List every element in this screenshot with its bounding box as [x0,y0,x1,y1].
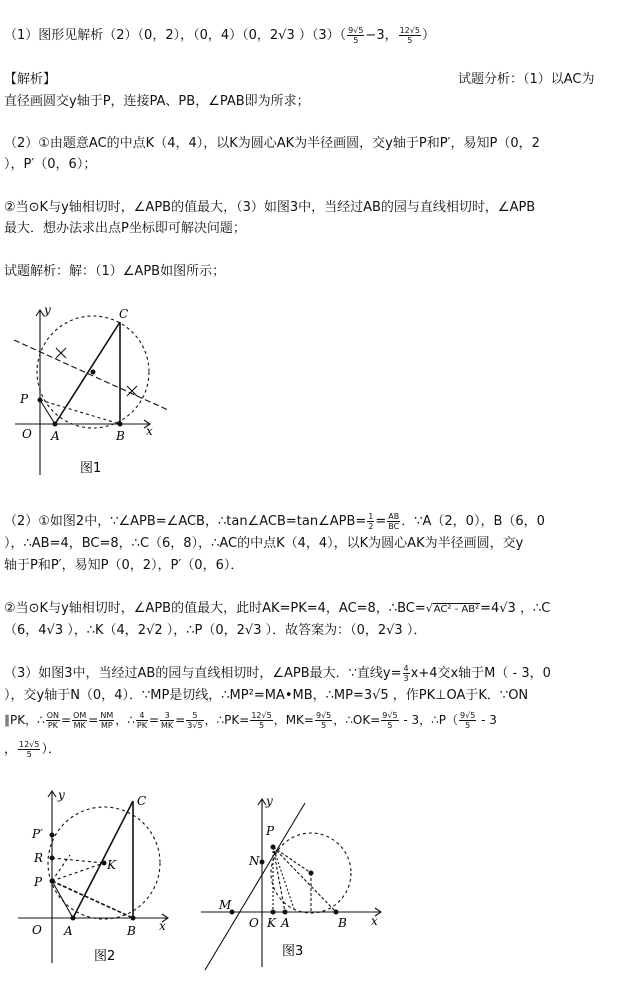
solution-text: ②当⊙K与y轴相切时，∠APB的值最大，此时AK=PK=4，AC=8，∴BC= [4,601,426,616]
point-label: C [137,794,147,808]
solution-text: - 3 [477,713,497,727]
point-label: A [64,924,73,938]
axis-label: y [44,303,51,317]
analysis-line: 直径画圆交y轴于P，连接PA、PB，∠PAB即为所求； [4,94,310,109]
analysis-line: ），P′（0，6）； [4,157,97,172]
fraction [347,26,364,45]
point-label: K [107,858,116,872]
fraction-num: NM [100,711,114,720]
fraction [46,711,60,730]
fraction [387,512,400,531]
fraction-num: 12√5 [399,26,420,35]
fraction-den: PK [136,721,147,730]
point-label: B [338,916,347,930]
point-label: B [116,429,125,443]
fraction [136,711,148,730]
figure-1 [0,300,200,485]
solution-line: ），∴AB=4，BC=8，∴C（6，8），∴AC的中点K（4，4），以K为圆心AK为半径画圆，交y [4,536,524,551]
fraction-num: AB [388,512,400,521]
point-label: M [219,898,232,912]
fraction-den: 5 [387,721,393,730]
solution-text: ∥PK，∴ [4,713,45,727]
fraction-den: 5 [321,721,327,730]
solution-line: 轴于P和P′，易知P（0，2），P′（0，6）． [4,558,244,573]
fraction-num: 3 [160,711,174,721]
figure-caption: 图3 [282,944,304,959]
solution-line: （6，4√3 ），∴K（4，2√2 ），∴P（0，2√3 ）．故答案为：（0，2√3 ）． [4,623,427,638]
solution-text: ，∴ [115,713,135,727]
fraction-den: 2 [368,522,374,531]
fraction-num: 9√5 [315,711,332,720]
fraction-num: 9√5 [382,711,398,720]
point-label: A [281,916,290,930]
solution-text: ，MK= [273,713,314,727]
fraction [18,740,40,759]
fraction [381,711,398,730]
fraction [403,664,410,683]
solution-text: = [375,514,387,529]
solution-text: （3）如图3中，当经过AB的园与直线相切时，∠APB最大．∵直线y= [4,666,402,681]
fraction-num: 4 [136,711,148,721]
point-label: K [267,916,276,930]
fraction-num: 12√5 [251,711,272,720]
axis-label: x [159,919,166,933]
fraction [315,711,332,730]
solution-text: ，∴PK= [204,713,250,727]
fraction [399,26,421,45]
point-label: B [127,924,136,938]
fraction-num: 1 [368,512,374,521]
figure-3 [195,795,395,970]
fraction-den: MK [161,721,174,730]
fraction-den: 3 [403,674,409,683]
fraction-den: 5 [353,36,359,45]
figure-caption: 图1 [80,461,102,476]
solution-line [4,512,545,532]
fraction-num: 5 [186,711,203,721]
answer-text: −3， [365,28,398,43]
solution-text: ）． [41,742,61,757]
fraction-num: 12√5 [19,740,40,749]
solution-text: ，∴OK= [333,713,381,727]
fraction [250,711,272,730]
fraction-den: MK [73,721,86,730]
solution-line: 试题解析：解：（1）∠APB如图所示； [4,264,226,279]
point-label: P [34,875,43,889]
solution-text: x+4交x轴于M（ - 3，0 [410,666,551,681]
point-label: N [249,854,260,868]
point-label: C [119,307,129,321]
sqrt-expr: AC² - AB² [433,604,480,615]
point-label: O [22,427,32,441]
solution-line [4,740,61,760]
point-label: R [34,851,44,865]
solution-text: ， [4,742,18,757]
fraction-den: 5 [26,750,32,759]
axis-label: y [266,794,273,808]
point-label: P [266,824,275,838]
fraction [459,711,476,730]
point-label: P′ [32,827,43,841]
point-label: O [32,923,42,937]
answer-text: ） [421,28,435,43]
analysis-line: ②当⊙K与y轴相切时，∠APB的值最大，（3）如图3中，当经过AB的园与直线相切时，∠APB [4,200,536,215]
fraction-den: 5 [258,721,265,730]
fraction-den: PK [47,721,58,730]
solution-text: （2）①如图2中，∵∠APB=∠ACB，∴tan∠ACB=tan∠APB= [4,514,367,529]
fraction-den: MP [100,721,113,730]
analysis-line: 试题分析：（1）以AC为 [458,72,595,87]
fraction-num: 9√5 [348,26,364,35]
analysis-line: （2）①由题意AC的中点K（4，4），以K为圆心AK为半径画圆，交y轴于P和P′，易知P（0，2 [4,136,540,151]
fraction [186,711,203,730]
solution-text: ．∵A（2，0），B（6，0 [401,514,545,529]
solution-line [4,664,551,684]
solution-line: ②当⊙K与y轴相切时，∠APB的值最大，此时AK=PK=4，AC=8，∴BC=√AC² - AB²=4√3 ，∴C [4,601,551,616]
fraction-den: BC [388,522,400,531]
fraction [367,512,374,531]
point-label: O [249,916,259,930]
fraction-num: OM [73,711,87,720]
answer-line [4,26,435,46]
axis-label: x [371,914,378,928]
figure-2 [0,785,180,970]
solution-line: ∥PK，∴ $\frac{ON}{PK}$ = $\frac{OM}{MK}$ = $\frac{NM}{MP}$ ，∴ $\frac{4}{PK}$ = $\frac{3}{MK}$ = $\frac{5}{3√5}$ ，∴PK= $\frac{12√5}{5}$ ，MK= $\frac{9√5}{5}$ ，∴OK= $\frac{9√5}{5}$ - 3，∴P（ $\frac{9√5}{5}$ - 3 [4,711,497,730]
point-label: P [20,392,29,406]
fraction [72,711,87,730]
fraction [160,711,174,730]
fraction-num: ON [46,711,60,720]
solution-text: =4√3 ，∴C [480,601,551,616]
point-label: A [51,429,60,443]
fraction-num: 4 [403,664,409,673]
fraction-den: 3√5 [187,721,203,730]
fraction [99,711,114,730]
solution-line: ），交y轴于N（0，4）．∵MP是切线，∴MP²=MA•MB，∴MP=3√5 ，作PK⊥OA于K．∵ON [4,688,529,703]
fraction-den: 5 [407,36,413,45]
answer-text: （1）图形见解析（2）（0，2），（0，4）（0，2√3 ）（3）（ [4,28,347,43]
axis-label: x [146,424,153,438]
solution-text: - 3，∴P（ [399,713,459,727]
analysis-tag: 【解析】 [4,72,57,87]
figure-caption: 图2 [94,949,116,964]
fraction-num: 9√5 [460,711,476,720]
analysis-line: 最大．想办法求出点P坐标即可解决问题； [4,221,246,236]
axis-label: y [58,788,65,802]
fraction-den: 5 [465,721,471,730]
